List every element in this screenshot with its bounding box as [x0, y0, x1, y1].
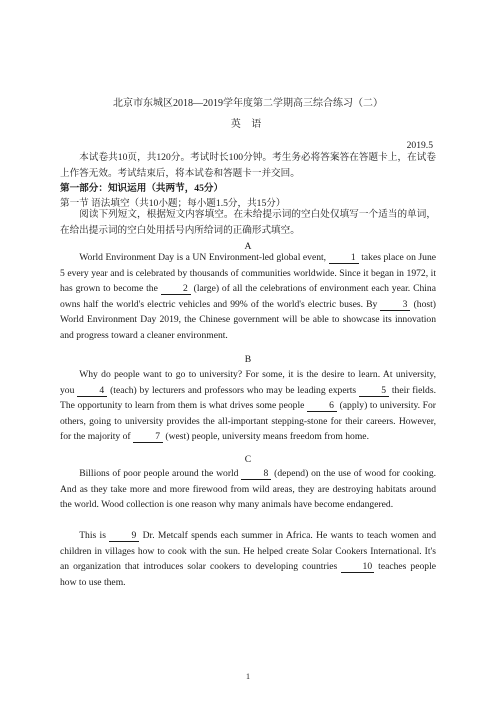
passage-text: (west) people, university means freedom from home.: [165, 431, 369, 443]
passage-text: takes place on June 5 every year and is celebrated by thousands of communities worldwide. Since it began in 1972, it has grown to become the: [60, 252, 437, 295]
blank-8[interactable]: 8: [241, 468, 271, 480]
passage-text: (teach) by lecturers and professors who may be leading experts: [110, 384, 357, 396]
exam-subject: 英 语: [230, 119, 266, 130]
passage-a-label: A: [244, 241, 252, 252]
blank-3[interactable]: 3: [380, 299, 410, 311]
passage-text: (large) of all the celebrations of environment each year. China owns half the world's electric vehicles and 99% of the world's electric buses. By: [60, 283, 436, 310]
passage-text: Billions of poor people around the world: [79, 468, 239, 479]
instructions: 本试卷共10页，共120分。考试时长100分钟。考生务必将答案答在答题卡上，在试卷上作答无效。考试结束后，将本试卷和答题卡一并交回。: [60, 152, 436, 179]
passage-text: teaches people how to use them.: [60, 561, 437, 588]
exam-title: 北京市东城区2018—2019学年度第二学期高三综合练习（二）: [113, 98, 383, 109]
passage-a: [60, 250, 436, 344]
blank-1[interactable]: 1: [329, 252, 359, 264]
blank-9[interactable]: 9: [109, 530, 139, 542]
part1-heading: 第一部分：知识运用（共两节，45分）: [60, 183, 224, 194]
page-number: 1: [246, 672, 250, 681]
passage-b: [60, 367, 436, 445]
passage-c-paragraph-1: [60, 466, 436, 513]
passage-text: (host) World Environment Day 2019, the Chinese government will be able to showcase its innovation and progress toward a cleaner environment.: [60, 298, 436, 341]
passage-text: World Environment Day is a UN Environment-led global event,: [79, 252, 327, 263]
passage-text: (apply) to university. For others, going to university provides the all-important stepping-stone for their careers. However, for the majority of: [60, 400, 436, 443]
blank-6[interactable]: 6: [307, 400, 337, 412]
section1-heading: 第一节 语法填空（共10小题；每小题1.5分，共15分）: [60, 198, 286, 209]
blank-2[interactable]: 2: [161, 283, 191, 295]
blank-10[interactable]: 10: [341, 561, 374, 573]
blank-4[interactable]: 4: [77, 385, 107, 397]
passage-text: Dr. Metcalf spends each summer in Africa. He wants to teach women and children in villages how to cook with the sun. He helped create Solar Cookers International. It's an organization that introduces solar cookers to developing countries: [60, 530, 437, 573]
passage-c-paragraph-2: [60, 528, 436, 590]
passage-c-label: C: [244, 454, 252, 465]
passage-b-label: B: [244, 354, 252, 365]
passage-text: (depend) on the use of wood for cooking. And as they take more and more firewood from wild areas, they are destroying habitats around the world. Wood collection is one reason why many animals have become endangered.: [60, 468, 437, 511]
passage-text: Why do people want to go to university? For some, it is the desire to learn. At university, you: [60, 369, 436, 396]
passage-text: their fields. The opportunity to learn from them is what drives some people: [60, 384, 436, 412]
blank-7[interactable]: 7: [133, 431, 163, 443]
passage-text: This is: [79, 530, 106, 541]
blank-5[interactable]: 5: [359, 385, 389, 397]
exam-date: 2019.5: [406, 140, 433, 151]
section1-directions: 阅读下列短文，根据短文内容填空。在未给提示词的空白处仅填写一个适当的单词，在给出提示词的空白处用括号内所给词的正确形式填空。: [60, 209, 436, 236]
